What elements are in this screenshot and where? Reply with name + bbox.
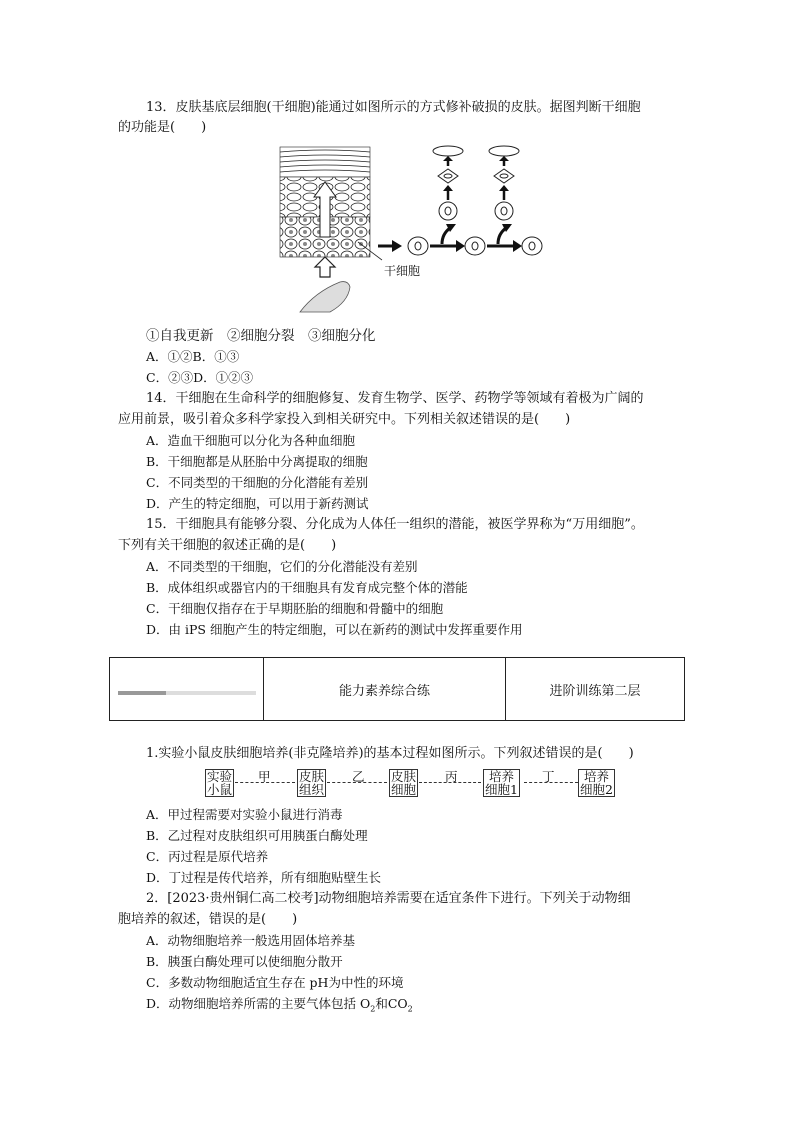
q15-option-a: A．不同类型的干细胞，它们的分化潜能没有差别: [146, 559, 418, 574]
q15-option-d: D．由 iPS 细胞产生的特定细胞，可以在新药的测试中发挥重要作用: [146, 622, 523, 637]
flow-box-skin-cells-line1: 皮肤: [391, 769, 417, 784]
p2-option-d-mid: 和CO: [375, 996, 408, 1011]
q13-items: ①自我更新 ②细胞分裂 ③细胞分化: [146, 328, 376, 344]
flow-box-culture-2: [578, 769, 615, 797]
q13-stem-line2: 的功能是( ): [118, 120, 207, 135]
q13-options-ab: A．①②B．①③: [146, 349, 240, 364]
progress-bar: [118, 691, 256, 695]
flow-box-mouse-line1: 实验: [207, 769, 233, 784]
p2-option-d-sub-co2: 2: [407, 1004, 413, 1014]
flow-box-skin-tissue-line1: 皮肤: [299, 769, 325, 784]
p2-option-b: B．胰蛋白酶处理可以使细胞分散开: [146, 954, 343, 969]
q14-option-c: C．不同类型的干细胞的分化潜能有差别: [146, 475, 369, 490]
flow-box-skin-cells: [389, 769, 418, 797]
q14-option-b: B．干细胞都是从胚胎中分离提取的细胞: [146, 454, 368, 469]
p2-option-d: [146, 995, 413, 1019]
banner-progress-cell: [110, 658, 264, 720]
p2-stem-line2: 胞培养的叙述，错误的是( ): [118, 912, 298, 927]
q15-option-c: C．干细胞仅指存在于早期胚胎的细胞和骨髓中的细胞: [146, 601, 444, 616]
p1-option-b: B．乙过程对皮肤组织可用胰蛋白酶处理: [146, 828, 368, 843]
flow-box-culture-1-line1: 培养: [488, 769, 514, 784]
flow-box-skin-cells-line2: 细胞: [391, 782, 417, 797]
flow-box-mouse-line2: 小鼠: [207, 782, 233, 797]
q13-skin-figure: [270, 142, 560, 317]
flow-box-mouse: [205, 769, 234, 797]
banner-middle: 能力素养综合练: [264, 658, 506, 720]
section-banner: [109, 657, 685, 721]
flow-label-2: 乙: [352, 769, 365, 784]
q15-option-b: B．成体组织或器官内的干细胞具有发育成完整个体的潜能: [146, 580, 468, 595]
p2-stem-line1: 2．[2023·贵州铜仁高二校考]动物细胞培养需要在适宜条件下进行。下列关于动物细: [146, 891, 631, 906]
flow-box-skin-tissue-line2: 组织: [299, 782, 325, 797]
flow-box-skin-tissue: [297, 769, 326, 797]
p2-option-c: C．多数动物细胞适宜生存在 pH为中性的环境: [146, 975, 404, 990]
flow-box-culture-1: [483, 769, 520, 797]
p1-stem: 1.实验小鼠皮肤细胞培养(非克隆培养)的基本过程如图所示。下列叙述错误的是( ): [146, 746, 634, 761]
progress-fill: [118, 691, 166, 695]
p2-option-d-prefix: D．动物细胞培养所需的主要气体包括 O: [146, 996, 371, 1011]
flow-box-culture-2-line2: 细胞2: [580, 782, 613, 797]
p1-option-a: A．甲过程需要对实验小鼠进行消毒: [146, 807, 343, 822]
flow-box-culture-1-line2: 细胞1: [485, 782, 518, 797]
q13-options-cd: C．②③D．①②③: [146, 370, 254, 385]
p1-option-d: D．丁过程是传代培养，所有细胞贴壁生长: [146, 870, 382, 885]
p2-option-a: A．动物细胞培养一般选用固体培养基: [146, 933, 356, 948]
flow-label-3: 丙: [445, 769, 458, 784]
q15-stem-line2: 下列有关干细胞的叙述正确的是( ): [118, 538, 337, 553]
q13-stem-line1: 13．皮肤基底层细胞(干细胞)能通过如图所示的方式修补破损的皮肤。据图判断干细胞: [146, 100, 641, 115]
q15-stem-line1: 15．干细胞具有能够分裂、分化成为人体任一组织的潜能，被医学界称为“万用细胞”。: [146, 517, 644, 532]
q14-option-a: A．造血干细胞可以分化为各种血细胞: [146, 433, 356, 448]
p2-option-d-sub-o2: 2: [370, 1004, 376, 1014]
flow-box-culture-2-line1: 培养: [583, 769, 609, 784]
stem-cell-label: 干细胞: [384, 264, 421, 278]
q14-stem-line1: 14．干细胞在生命科学的细胞修复、发育生物学、医学、药物学等领域有着极为广阔的: [146, 391, 644, 406]
banner-right: 进阶训练第二层: [549, 683, 641, 699]
flow-label-4: 丁: [542, 769, 555, 784]
flow-label-1: 甲: [258, 769, 271, 784]
q14-option-d: D．产生的特定细胞，可以用于新药测试: [146, 496, 369, 511]
p1-option-c: C．丙过程是原代培养: [146, 849, 269, 864]
q14-stem-line2: 应用前景，吸引着众多科学家投入到相关研究中。下列相关叙述错误的是( ): [118, 412, 571, 427]
